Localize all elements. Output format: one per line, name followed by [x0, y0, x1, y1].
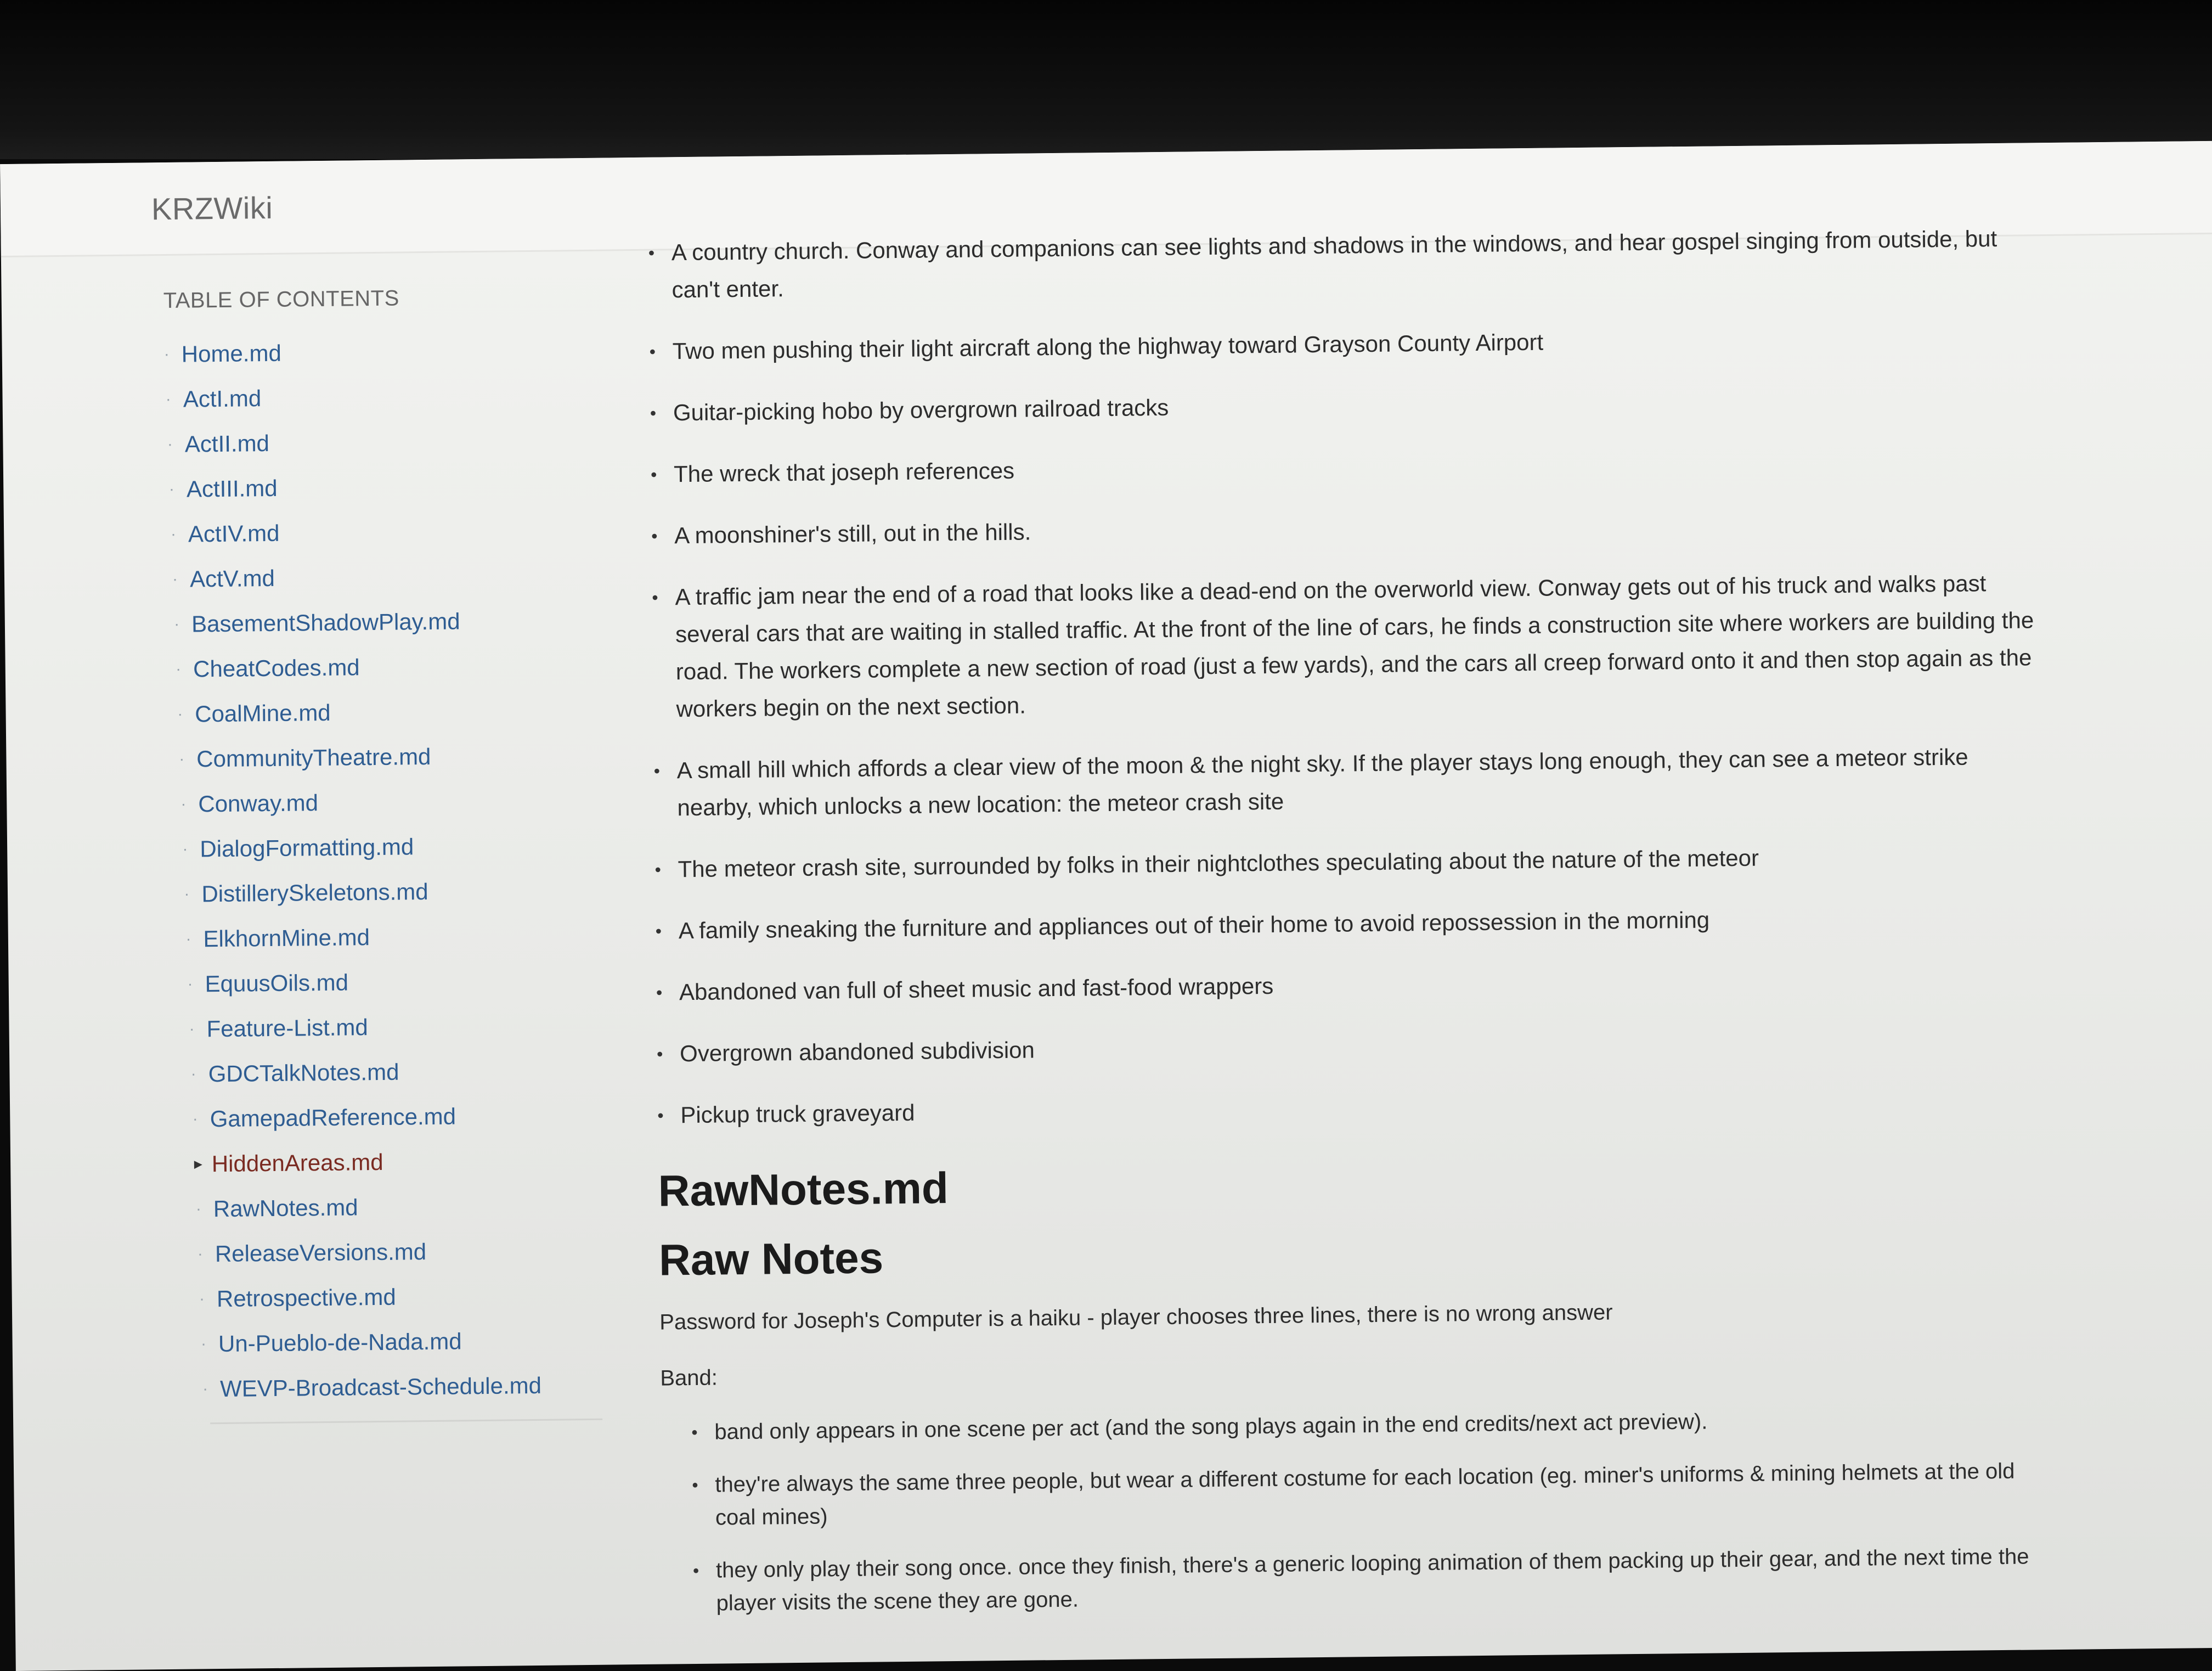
toc-item-label[interactable]: ActI.md [183, 385, 262, 412]
toc-item-label[interactable]: WEVP-Broadcast-Schedule.md [219, 1372, 542, 1402]
toc-item[interactable] [199, 1273, 608, 1322]
toc-item-label[interactable]: BasementShadowPlay.md [191, 608, 460, 637]
toc-item[interactable] [185, 913, 603, 962]
toc-item[interactable] [167, 418, 598, 467]
toc-item-label[interactable]: DialogFormatting.md [200, 834, 414, 862]
toc-item-label[interactable]: Retrospective.md [216, 1284, 396, 1312]
toc-item[interactable] [190, 1048, 605, 1097]
toc-item[interactable] [182, 823, 603, 872]
bullet-icon: · [172, 570, 178, 588]
toc-divider [210, 1419, 602, 1424]
list-item: • Abandoned van full of sheet music and fast-food wrappers [656, 959, 2039, 1011]
toc-item[interactable] [172, 553, 600, 602]
toc-item[interactable] [174, 598, 601, 647]
toc-item-label[interactable]: ActII.md [184, 430, 270, 457]
toc-item[interactable] [201, 1318, 608, 1367]
toc-item-label[interactable]: Un-Pueblo-de-Nada.md [218, 1328, 462, 1357]
toc-item[interactable] [179, 733, 602, 782]
toc-heading: TABLE OF CONTENTS [163, 286, 399, 313]
site-brand-link[interactable]: KRZWiki [151, 190, 273, 227]
bullet-icon: · [170, 525, 177, 543]
toc-item-label[interactable]: HiddenAreas.md [211, 1149, 383, 1177]
list-item: • The wreck that joseph references [651, 441, 2034, 493]
bullet-icon: · [177, 705, 183, 723]
bullet-icon: · [163, 345, 170, 364]
toc-item-label[interactable]: ElkhornMine.md [203, 924, 370, 952]
bullet-icon: · [180, 795, 187, 813]
toc-item[interactable] [171, 508, 600, 557]
toc-list [163, 328, 608, 1412]
toc-item[interactable] [177, 688, 601, 737]
list-item: • Overgrown abandoned subdivision [657, 1021, 2040, 1072]
bullet-icon: · [173, 615, 180, 633]
toc-item[interactable] [198, 1228, 607, 1277]
list-item: • Guitar-picking hobo by overgrown railroad tracks [650, 380, 2033, 431]
bullet-icon: · [182, 840, 188, 858]
toc-item-label[interactable]: DistillerySkeletons.md [201, 879, 428, 907]
bullet-icon: · [195, 1200, 202, 1218]
toc-item-label[interactable]: Feature-List.md [206, 1014, 368, 1042]
table-of-contents-sidebar [163, 284, 609, 1425]
toc-item[interactable] [165, 373, 598, 422]
toc-item-label[interactable]: CheatCodes.md [193, 654, 360, 682]
toc-item[interactable] [202, 1363, 608, 1412]
browser-viewport [0, 141, 2212, 1671]
list-item: • A family sneaking the furniture and appliances out of their home to avoid repossession in the morning [655, 898, 2038, 949]
bullet-icon: · [187, 975, 193, 993]
list-item: • they only play their song once. once they finish, there's a generic looping animation of them packing up their gear, and the next time the player visits the scene they are gone. [693, 1540, 2045, 1620]
band-paragraph: Band: [660, 1365, 718, 1391]
bullet-icon: · [185, 930, 191, 948]
bullet-icon: · [202, 1380, 208, 1398]
password-paragraph: Password for Joseph's Computer is a haiku - player chooses three lines, there is no wrong answer [659, 1300, 1613, 1335]
toc-item[interactable] [163, 328, 597, 377]
bullet-icon: · [167, 435, 173, 453]
toc-item[interactable] [184, 868, 603, 917]
page-heading-title: Raw Notes [658, 1233, 884, 1285]
active-bullet-icon: ▸ [194, 1155, 203, 1173]
bullet-icon: · [184, 885, 190, 903]
list-item: • Two men pushing their light aircraft along the highway toward Grayson County Airport [649, 318, 2032, 370]
toc-item[interactable] [168, 463, 599, 512]
toc-item-label[interactable]: CommunityTheatre.md [196, 743, 431, 772]
toc-item[interactable] [189, 1003, 605, 1052]
list-item: • A traffic jam near the end of a road that looks like a dead-end on the overworld view. Conway gets out of his truck and walks past several cars that are waiting in stalled traffic. At the front of the line of cars, he finds a construction site where workers are building the road. The workers complete a new section of road (just a few yards), and the cars all creep forward onto it and then stop again as the workers begin on the next section. [652, 564, 2036, 728]
bullet-icon: · [165, 390, 171, 408]
list-item: • The meteor crash site, surrounded by folks in their nightclothes speculating about the nature of the meteor [654, 836, 2038, 888]
bullet-icon: · [192, 1110, 198, 1128]
toc-item-label[interactable]: ReleaseVersions.md [215, 1239, 427, 1267]
toc-item[interactable] [180, 778, 602, 827]
list-item: • they're always the same three people, but wear a different costume for each location (eg. miner's uniforms & mining helmets at the old coal mines) [692, 1454, 2044, 1534]
bullet-icon: · [189, 1020, 195, 1038]
list-item: • A country church. Conway and companions can see lights and shadows in the windows, and hear gospel singing from outside, but can't enter. [648, 220, 2032, 308]
list-item: • A small hill which affords a clear view of the moon & the night sky. If the player stays long enough, they can see a meteor strike nearby, which unlocks a new location: the meteor crash site [653, 738, 2036, 826]
toc-item-label[interactable]: Home.md [181, 340, 282, 367]
page-heading-file: RawNotes.md [658, 1163, 949, 1216]
toc-item-label[interactable]: ActV.md [189, 565, 275, 592]
hidden-areas-list [648, 220, 2040, 1134]
bullet-icon: · [175, 660, 182, 678]
monitor-bezel [0, 0, 2212, 159]
bullet-icon: · [199, 1290, 205, 1308]
toc-item[interactable] [192, 1093, 605, 1142]
toc-item-label[interactable]: ActIII.md [186, 475, 278, 502]
toc-item-label[interactable]: ActIV.md [188, 520, 280, 547]
band-notes-list [691, 1402, 2045, 1620]
bullet-icon: · [190, 1065, 196, 1083]
toc-item[interactable] [195, 1183, 606, 1232]
toc-item-label[interactable]: GDCTalkNotes.md [208, 1059, 399, 1087]
list-item: • Pickup truck graveyard [657, 1082, 2040, 1134]
bullet-icon: · [168, 480, 175, 498]
toc-item-label[interactable]: EquusOils.md [205, 969, 349, 997]
bullet-icon: · [197, 1245, 204, 1263]
toc-item[interactable] [194, 1138, 606, 1187]
main-content [648, 220, 2046, 1640]
toc-item[interactable] [187, 958, 604, 1007]
toc-item-label[interactable]: CoalMine.md [194, 699, 331, 727]
toc-item-label[interactable]: GamepadReference.md [210, 1103, 456, 1132]
bullet-icon: · [179, 750, 185, 768]
list-item: • band only appears in one scene per act (and the song plays again in the end credits/next act preview). [691, 1402, 2043, 1449]
toc-item-label[interactable]: RawNotes.md [213, 1194, 358, 1222]
toc-item[interactable] [176, 643, 601, 692]
bullet-icon: · [200, 1335, 207, 1353]
list-item: • A moonshiner's still, out in the hills. [651, 503, 2034, 554]
toc-item-label[interactable]: Conway.md [198, 790, 319, 817]
